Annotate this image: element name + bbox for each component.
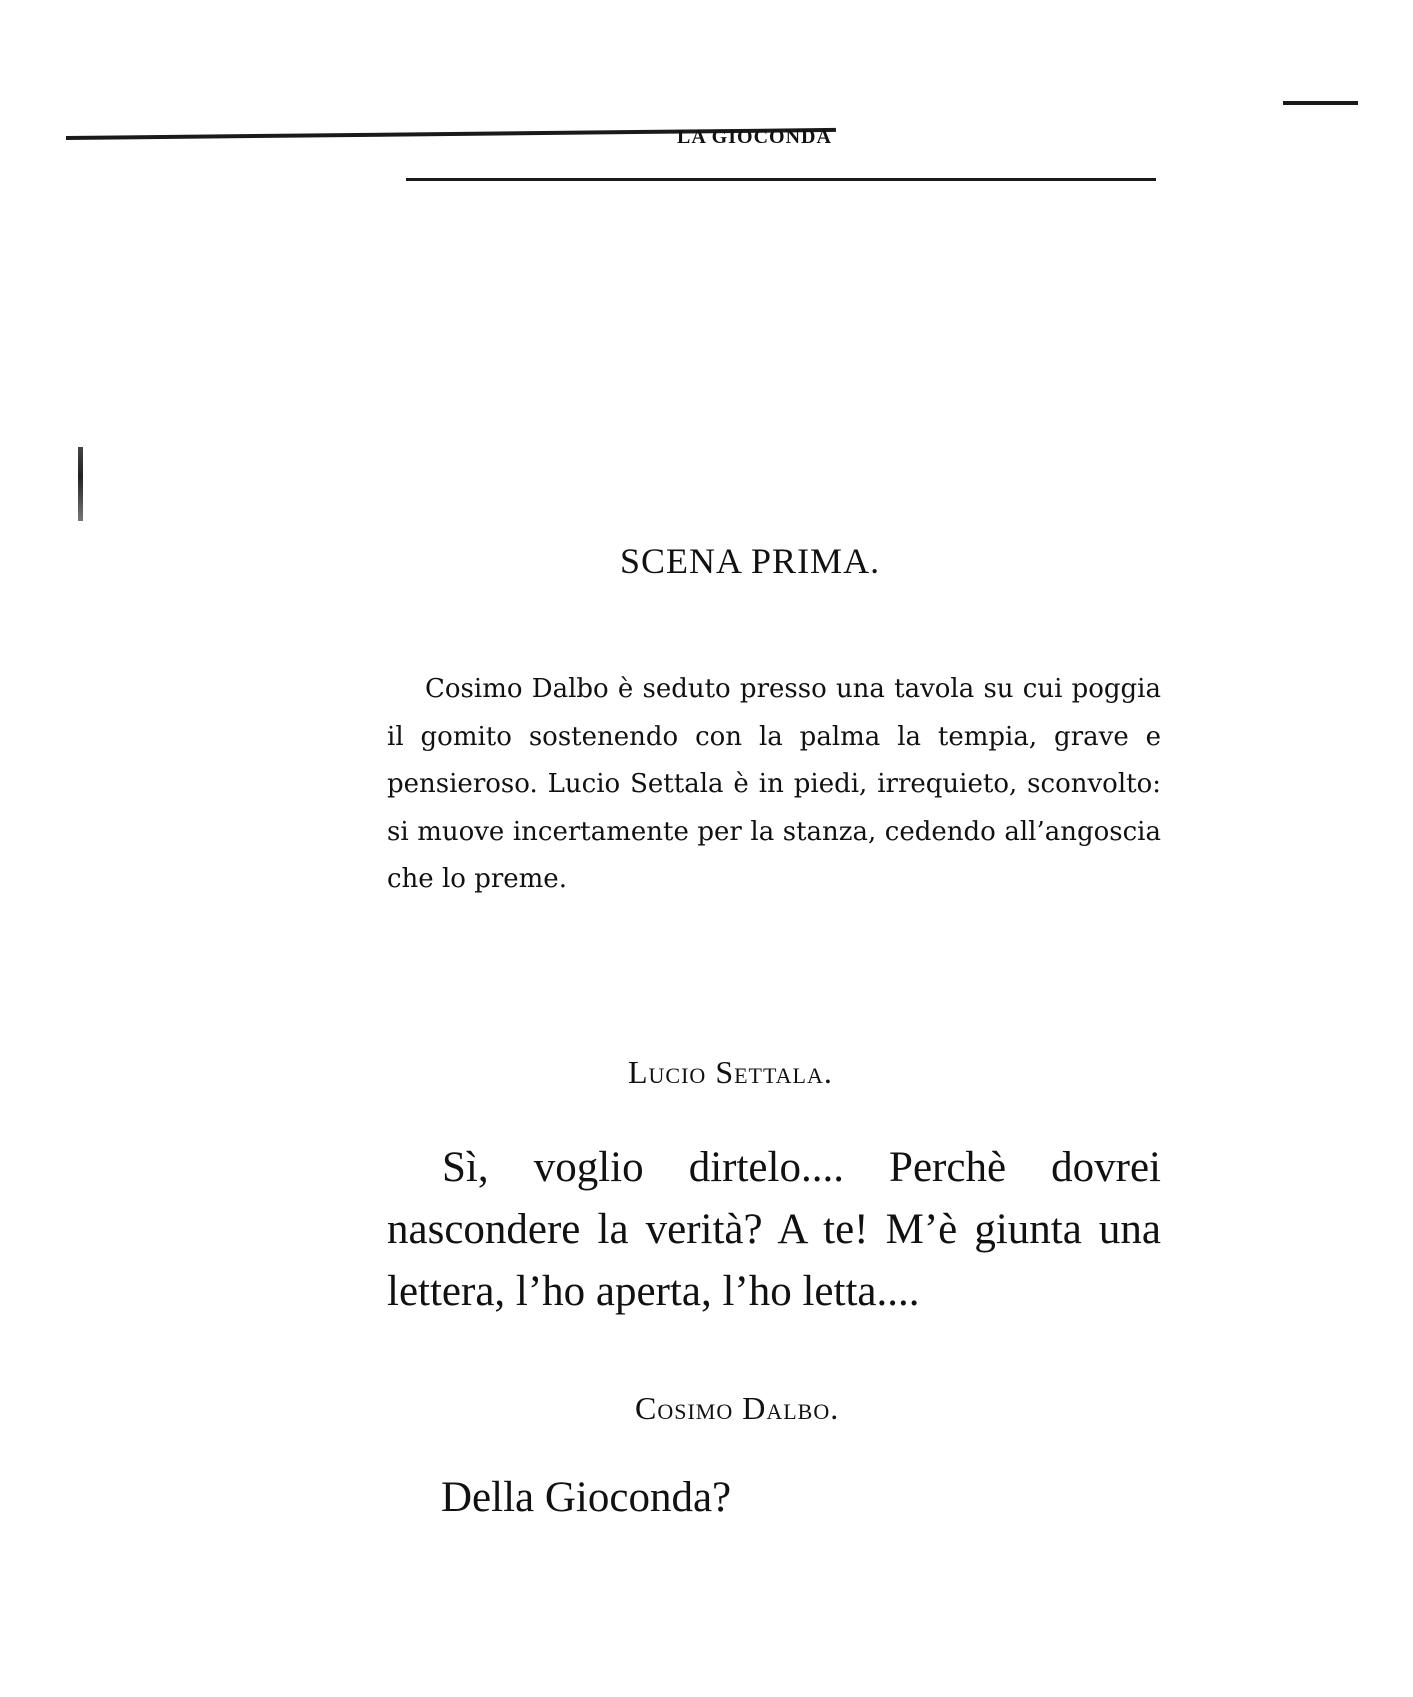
- margin-smudge: [78, 447, 83, 521]
- speaker-lucio-settala: Lucio Settala.: [628, 1054, 833, 1090]
- corner-print-mark: [1283, 101, 1358, 105]
- speech-lucio-settala: Sì, voglio dirtelo.... Perchè dovrei nascondere la verità? A te! M’è giunta una lettera, l’ho aperta, l’ho letta....: [387, 1144, 1161, 1315]
- running-header: LA GIOCONDA: [677, 126, 832, 148]
- stage-direction: Cosimo Dalbo è seduto presso una tavola su cui poggia il gomito sostenendo con la palma la tempia, grave e pensieroso. Lucio Settala è in piedi, irrequieto, sconvolto: si muove incertamente per la stanza, cedendo all’angoscia che lo preme.: [387, 674, 1161, 894]
- header-rule-under: [406, 178, 1156, 181]
- speech-cosimo-dalbo: Della Gioconda?: [441, 1474, 732, 1521]
- speaker-cosimo-dalbo: Cosimo Dalbo.: [635, 1390, 840, 1426]
- scene-title: SCENA PRIMA.: [620, 541, 881, 581]
